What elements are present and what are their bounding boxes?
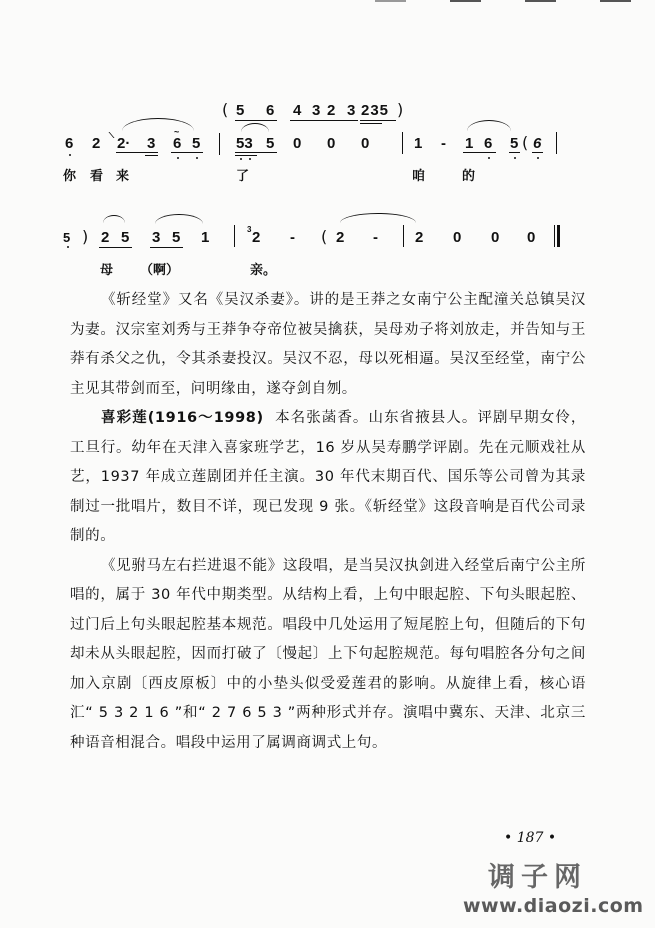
slur bbox=[467, 120, 511, 131]
trill-mark: ~ bbox=[174, 127, 180, 137]
bio-heading: 喜彩莲(1916～1998) bbox=[101, 410, 264, 426]
note: - bbox=[290, 229, 295, 246]
note: 2 bbox=[101, 229, 110, 246]
low-octave-dot bbox=[514, 157, 516, 159]
note: 1 bbox=[414, 135, 423, 152]
note: 5 bbox=[192, 135, 201, 152]
underline bbox=[235, 155, 257, 156]
paragraph-analysis: 《见驸马左右拦进退不能》这段唱，是当吴汉执剑进入经堂后南宁公主所唱的，属于 30 年代中期类型。从结构上看，上句中眼起腔、下句头眼起腔、过门后上句头眼起腔基本规范。唱段中几处运用了短尾腔上句，但随后的下句却未从头眼起腔，因而打破了〔慢起〕上下句起腔规范。每句唱腔各分句之间加入京剧〔西皮原板〕中的小垫头似受爱莲君的影响。从旋律上看，核心语汇“ 5 3 2 1 6 ”和“ 2 7 6 5 3 ”两种形式并存。演唱中冀东、天津、北京三种语音相混合。唱段中运用了属调商调式上句。 bbox=[70, 557, 586, 751]
note: 2 bbox=[252, 229, 261, 246]
note: 5 bbox=[236, 102, 245, 119]
note: 235 bbox=[361, 102, 390, 119]
underline bbox=[360, 120, 396, 121]
bar-line bbox=[402, 132, 403, 154]
open-paren: ( bbox=[321, 227, 328, 246]
note: 6 bbox=[65, 135, 74, 152]
low-octave-dot bbox=[69, 154, 71, 156]
note: 1 bbox=[465, 135, 474, 152]
underline bbox=[150, 247, 183, 248]
accompaniment-close-paren: ) bbox=[397, 100, 404, 119]
note: 2· bbox=[117, 135, 131, 152]
low-octave-dot bbox=[488, 157, 490, 159]
note: 2 bbox=[92, 135, 101, 152]
lyric: 来 bbox=[116, 169, 130, 184]
accompaniment-open-paren: ( bbox=[222, 100, 229, 119]
note: 0 bbox=[327, 135, 336, 152]
note: 0 bbox=[491, 229, 500, 246]
note: 3 bbox=[347, 102, 356, 119]
final-bar-thin bbox=[554, 225, 555, 247]
lyric: 咱 bbox=[412, 169, 426, 184]
underline bbox=[360, 123, 382, 124]
bar-line bbox=[556, 132, 557, 154]
low-octave-dot bbox=[67, 246, 69, 248]
paragraph-biography bbox=[70, 404, 586, 552]
note: - bbox=[373, 229, 378, 246]
note: 0 bbox=[293, 135, 302, 152]
underline bbox=[235, 152, 277, 153]
low-octave-dot bbox=[240, 158, 242, 160]
underline bbox=[235, 120, 277, 121]
lyric: （啊） bbox=[140, 263, 180, 278]
note: 5 bbox=[121, 229, 130, 246]
note: 5 bbox=[63, 230, 71, 245]
bio-text: 本名张菡香。山东省掖县人。评剧早期女伶，工旦行。幼年在天津入喜家班学艺，16 岁从吴寿鹏学评剧。先在元顺戏社从艺，1937 年成立莲剧团并任主演。30 年代末期百代、国乐等公司曾为其录制过一批唱片，数目不详，现已发现 9 张。《斩经堂》这段音响是百代公司录制的。 bbox=[70, 410, 586, 544]
note: 6 bbox=[484, 135, 493, 152]
paragraph-synopsis: 《斩经堂》又名《吴汉杀妻》。讲的是王莽之女南宁公主配潼关总镇吴汉为妻。汉宗室刘秀与王莽争夺帝位被吴擒获，吴母劝子将刘放走，并告知与王莽有杀父之仇，令其杀妻投汉。吴汉不忍，母以死相逼。吴汉至经堂，南宁公主见其带剑而至，问明缘由，遂夺剑自刎。 bbox=[70, 292, 586, 397]
underline bbox=[99, 247, 132, 248]
low-octave-dot bbox=[537, 157, 539, 159]
note: 5 bbox=[510, 135, 519, 152]
note: 6 bbox=[533, 135, 542, 152]
slur bbox=[103, 215, 125, 223]
watermark-url: www.diaozi.com bbox=[463, 895, 644, 917]
note: 0 bbox=[361, 135, 370, 152]
close-paren: ) bbox=[82, 227, 89, 246]
article-body bbox=[70, 286, 586, 758]
slur bbox=[155, 214, 203, 224]
note: 2 bbox=[327, 102, 336, 119]
lyric: 亲。 bbox=[250, 263, 277, 278]
underline bbox=[463, 152, 496, 153]
note: 5 bbox=[172, 229, 181, 246]
lyric: 看 bbox=[90, 169, 104, 184]
note: 0 bbox=[453, 229, 462, 246]
lyric: 的 bbox=[462, 169, 476, 184]
lyric: 母 bbox=[100, 263, 114, 278]
lyric: 了 bbox=[236, 169, 250, 184]
underline bbox=[532, 152, 543, 153]
slide-mark bbox=[100, 132, 114, 138]
slur bbox=[340, 213, 416, 223]
underline bbox=[509, 152, 520, 153]
note: 4 bbox=[293, 102, 302, 119]
note: 1 bbox=[201, 229, 210, 246]
page-number: • 187 • bbox=[504, 830, 557, 846]
low-octave-dot bbox=[249, 158, 251, 160]
note: 53 bbox=[236, 135, 253, 152]
underline bbox=[116, 152, 158, 153]
grace-note: 3 bbox=[247, 225, 252, 234]
slur bbox=[241, 123, 269, 132]
underline bbox=[171, 152, 203, 153]
low-octave-dot bbox=[177, 157, 179, 159]
bar-line bbox=[219, 133, 220, 155]
watermark-title: 调子网 bbox=[488, 862, 587, 893]
final-bar-thick bbox=[557, 225, 560, 247]
music-score bbox=[0, 0, 655, 280]
note: 2 bbox=[336, 229, 345, 246]
note: 0 bbox=[527, 229, 536, 246]
slur bbox=[122, 118, 194, 131]
open-paren: ( bbox=[522, 133, 529, 152]
underline bbox=[145, 155, 158, 156]
note: 5 bbox=[266, 135, 275, 152]
note: 3 bbox=[152, 229, 161, 246]
note: 3 bbox=[147, 135, 156, 152]
underline bbox=[290, 120, 326, 121]
bar-line bbox=[234, 225, 235, 247]
underline bbox=[325, 120, 358, 121]
note: 3 bbox=[312, 102, 321, 119]
note: 2 bbox=[415, 229, 424, 246]
low-octave-dot bbox=[196, 157, 198, 159]
note: 6 bbox=[266, 102, 275, 119]
note: - bbox=[441, 135, 446, 152]
bar-line bbox=[403, 225, 404, 247]
note: 6 bbox=[173, 135, 182, 152]
lyric: 你 bbox=[63, 169, 77, 184]
